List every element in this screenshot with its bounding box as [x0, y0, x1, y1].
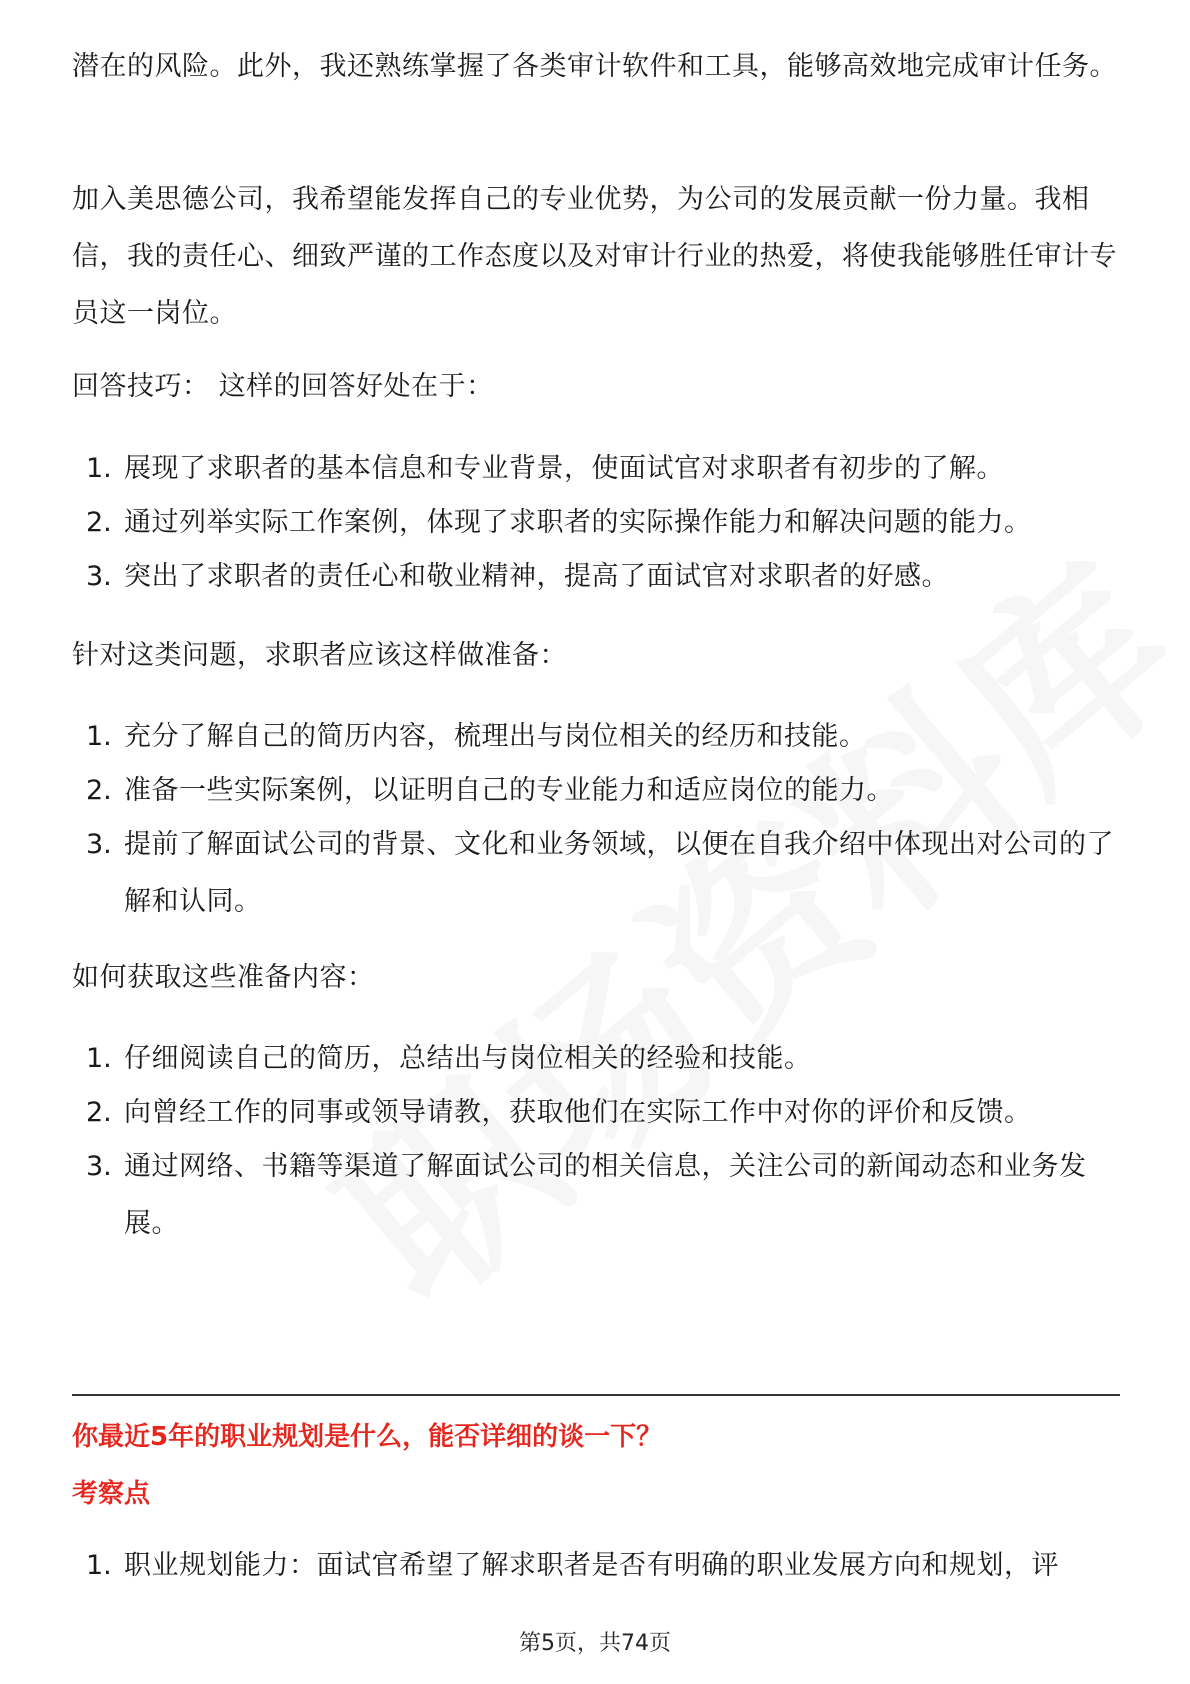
page-footer: 第5页，共74页 [519, 1631, 671, 1656]
paragraph-join-company: 加入美思德公司，我希望能发挥自己的专业优势，为公司的发展贡献一份力量。我相信，我的责任心、细致严谨的工作态度以及对审计行业的热爱，将使我能够胜任审计专员这一岗位。 [72, 184, 1117, 329]
question-title: 你最近5年的职业规划是什么，能否详细的谈一下？ [72, 1422, 663, 1452]
prep-heading: 针对这类问题，求职者应该这样做准备： [72, 640, 567, 671]
obtain-heading: 如何获取这些准备内容： [72, 962, 375, 993]
section-label: 考察点 [72, 1479, 151, 1509]
section-divider [72, 1394, 1120, 1396]
paragraph-intro-end: 潜在的风险。此外，我还熟练掌握了各类审计软件和工具，能够高效地完成审计任务。 [72, 51, 1117, 82]
tips-heading: 回答技巧： 这样的回答好处在于： [72, 371, 494, 402]
